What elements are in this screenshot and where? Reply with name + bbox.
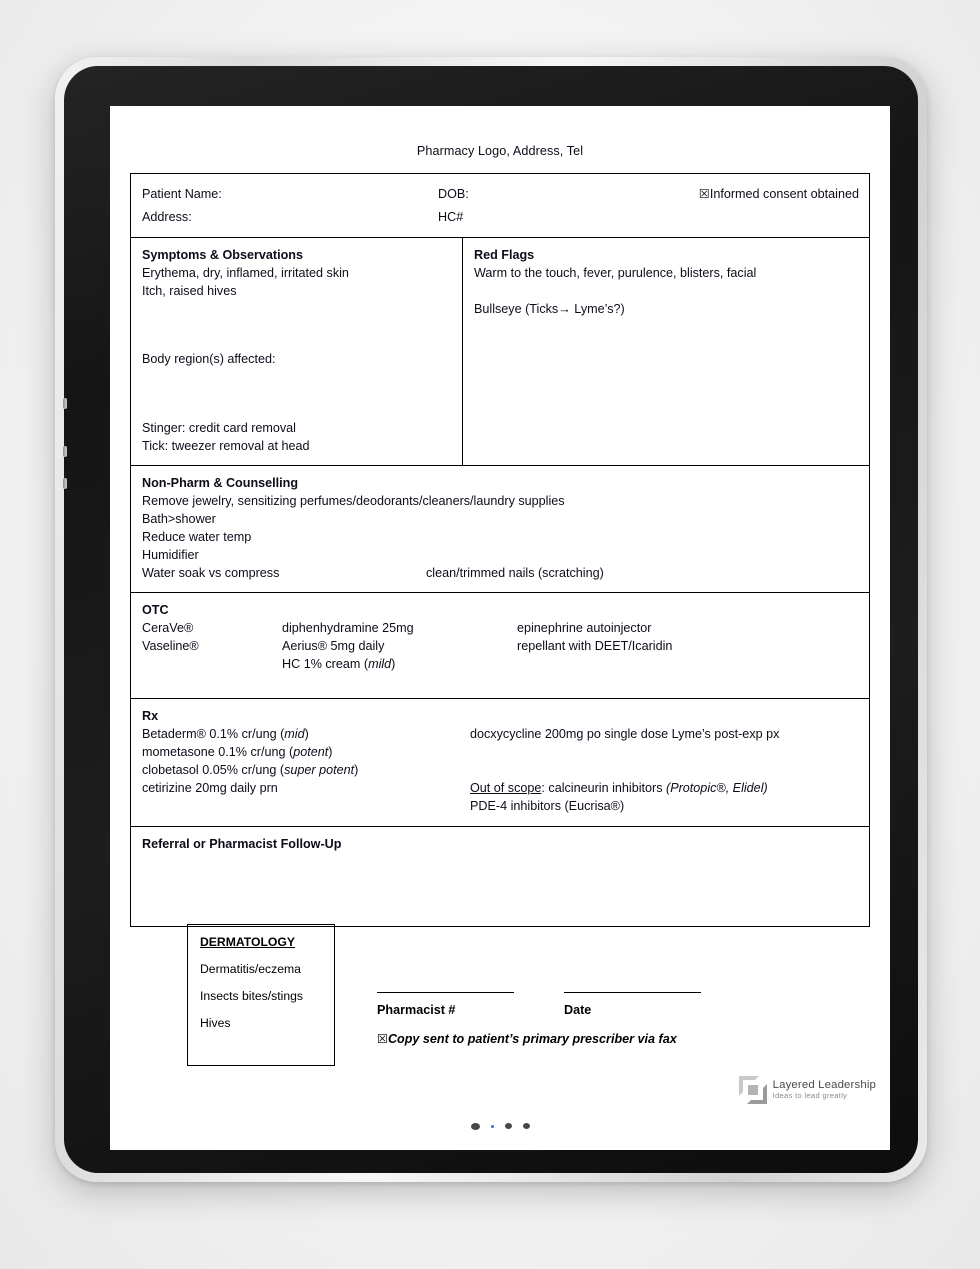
- non-pharm-line-3: Reduce water temp: [142, 529, 252, 544]
- otc-col1-item-2: Vaseline®: [142, 639, 199, 654]
- rx-item1-pre: Betaderm® 0.1% cr/ung (: [142, 727, 285, 742]
- rx-item2-post: ): [328, 745, 333, 760]
- otc-row-3: [142, 656, 859, 674]
- out-of-scope-pre: : calcineurin inhibitors: [541, 780, 667, 795]
- symptoms-line-2: Itch, raised hives: [142, 283, 237, 298]
- checked-checkbox-icon[interactable]: ☒: [698, 187, 710, 201]
- rx-item1-post: ): [304, 727, 309, 742]
- rx-item2-pre: mometasone 0.1% cr/ung (: [142, 745, 294, 760]
- rx-row-4: [142, 780, 859, 798]
- proximity-sensor: [505, 1123, 512, 1129]
- brand-logo: [739, 1076, 876, 1104]
- hc-number-label: HC#: [438, 209, 464, 224]
- rx-left-item-2: [142, 744, 470, 762]
- dermatology-category-box: [187, 924, 335, 1066]
- rx-left-item-4: cetirizine 20mg daily prn: [142, 780, 278, 795]
- rx-row-5: [142, 798, 859, 816]
- rx-item2-potency: potent: [293, 745, 329, 760]
- date-signature-line[interactable]: [564, 992, 701, 993]
- pharmacist-signature-line[interactable]: [377, 992, 514, 993]
- light-sensor: [523, 1123, 530, 1129]
- symptoms-title: Symptoms & Observations: [142, 247, 303, 262]
- layered-squares-icon: [739, 1076, 767, 1104]
- rx-item3-post: ): [354, 763, 359, 778]
- symptoms-write-space-1: [142, 301, 452, 351]
- symptoms-line-1: Erythema, dry, inflamed, irritated skin: [142, 265, 349, 280]
- dermatology-item-dermatitis[interactable]: Dermatitis/eczema: [200, 962, 301, 976]
- red-flags-bullseye-line: Bullseye (Ticks→ Lyme’s?): [474, 301, 625, 316]
- referral-title: Referral or Pharmacist Follow-Up: [142, 836, 342, 851]
- non-pharm-line-4: Humidifier: [142, 547, 199, 562]
- symptoms-redflags-row: [131, 237, 869, 465]
- rx-doxycycline-line: docxycycline 200mg po single dose Lyme’s post-exp px: [470, 727, 780, 742]
- tick-removal-line: Tick: tweezer removal at head: [142, 439, 310, 454]
- pde4-inhibitors-line: PDE-4 inhibitors (Eucrisa®): [470, 798, 625, 813]
- referral-followup-section: [131, 826, 869, 926]
- rx-out-of-scope-line: [470, 780, 859, 798]
- tablet-screen[interactable]: [110, 106, 890, 1150]
- red-flags-line-1: Warm to the touch, fever, purulence, blisters, facial: [474, 265, 757, 280]
- volume-up-button[interactable]: [63, 398, 67, 409]
- hc-cream-post: ): [391, 657, 396, 672]
- footer-area: [130, 924, 876, 1114]
- otc-title: OTC: [142, 603, 169, 618]
- symptoms-write-space-2: [142, 368, 452, 420]
- water-soak-text: Water soak vs compress: [142, 565, 280, 580]
- power-button[interactable]: [63, 478, 67, 489]
- brand-tagline: Ideas to lead greatly: [772, 1091, 848, 1101]
- dob-label: DOB:: [438, 187, 469, 201]
- fax-copy-note[interactable]: [377, 1032, 870, 1046]
- camera-sensor: [471, 1123, 480, 1130]
- rx-item3-potency: super potent: [284, 763, 355, 778]
- rx-row-1: [142, 726, 859, 744]
- dermatology-item-insect-bites[interactable]: Insects bites/stings: [200, 989, 303, 1003]
- signature-lines: [377, 924, 870, 993]
- pharmacist-number-label: Pharmacist #: [377, 1003, 456, 1017]
- non-pharm-line-1: Remove jewelry, sensitizing perfumes/deodorants/cleaners/laundry supplies: [142, 494, 565, 509]
- stinger-removal-line: Stinger: credit card removal: [142, 421, 296, 436]
- otc-hydrocortisone-item: [282, 656, 517, 674]
- main-form-box: [130, 173, 870, 927]
- non-pharm-line-2: Bath>shower: [142, 511, 216, 526]
- body-region-label: Body region(s) affected:: [142, 351, 276, 366]
- out-of-scope-brands: (Protopic®, Elidel): [666, 780, 768, 795]
- otc-col2-item-1: diphenhydramine 25mg: [282, 621, 414, 636]
- rx-section: [131, 698, 869, 825]
- informed-consent-label: Informed consent obtained: [709, 187, 859, 201]
- otc-col2-item-2: Aerius® 5mg daily: [282, 639, 385, 654]
- checked-checkbox-icon-fax[interactable]: ☒: [377, 1032, 388, 1046]
- non-pharm-counselling-section: [131, 465, 869, 592]
- red-flags-title: Red Flags: [474, 247, 535, 262]
- red-flags-section: [463, 238, 869, 465]
- patient-info-block: [131, 174, 869, 237]
- fax-note-text: Copy sent to patient’s primary prescriber via fax: [387, 1032, 677, 1046]
- patient-row-1: [142, 183, 859, 206]
- non-pharm-last-row: [142, 565, 859, 583]
- signature-area: [377, 924, 876, 1114]
- non-pharm-title: Non-Pharm & Counselling: [142, 476, 299, 491]
- pharmacy-header: Pharmacy Logo, Address, Tel: [416, 144, 584, 158]
- rx-left-item-3: [142, 762, 470, 780]
- hc-cream-pre: HC 1% cream (: [282, 657, 369, 672]
- rx-title: Rx: [142, 709, 159, 724]
- informed-consent-field[interactable]: [618, 185, 859, 204]
- tablet-device: [55, 57, 927, 1182]
- otc-row-2: [142, 638, 859, 656]
- brand-name: Layered Leadership: [772, 1079, 876, 1092]
- patient-name-label: Patient Name:: [142, 187, 222, 201]
- device-sensors: [110, 1119, 890, 1133]
- status-led: [491, 1125, 494, 1128]
- rx-row-2: [142, 744, 859, 762]
- rx-item1-potency: mid: [284, 727, 305, 742]
- nails-text: clean/trimmed nails (scratching): [426, 565, 604, 580]
- rx-left-item-1: [142, 726, 470, 744]
- symptoms-observations-section: [131, 238, 463, 465]
- otc-col1-item-1: CeraVe®: [142, 621, 194, 636]
- dermatology-title: DERMATOLOGY: [200, 935, 296, 949]
- out-of-scope-label: Out of scope: [470, 780, 542, 795]
- otc-col3-item-1: epinephrine autoinjector: [517, 621, 652, 636]
- rx-row-3: [142, 762, 859, 780]
- otc-row-1: [142, 620, 859, 638]
- tablet-bezel: [64, 66, 918, 1173]
- date-label: Date: [564, 1003, 592, 1017]
- address-label: Address:: [142, 209, 192, 224]
- rx-item3-pre: clobetasol 0.05% cr/ung (: [142, 763, 285, 778]
- otc-section: [131, 592, 869, 698]
- dermatology-item-hives[interactable]: Hives: [200, 1016, 231, 1030]
- otc-col3-item-2: repellant with DEET/Icaridin: [517, 639, 673, 654]
- volume-down-button[interactable]: [63, 446, 67, 457]
- patient-row-2: [142, 206, 859, 228]
- red-flags-gap: [474, 283, 859, 301]
- signature-labels: [377, 1003, 870, 1017]
- hc-cream-potency: mild: [368, 657, 392, 672]
